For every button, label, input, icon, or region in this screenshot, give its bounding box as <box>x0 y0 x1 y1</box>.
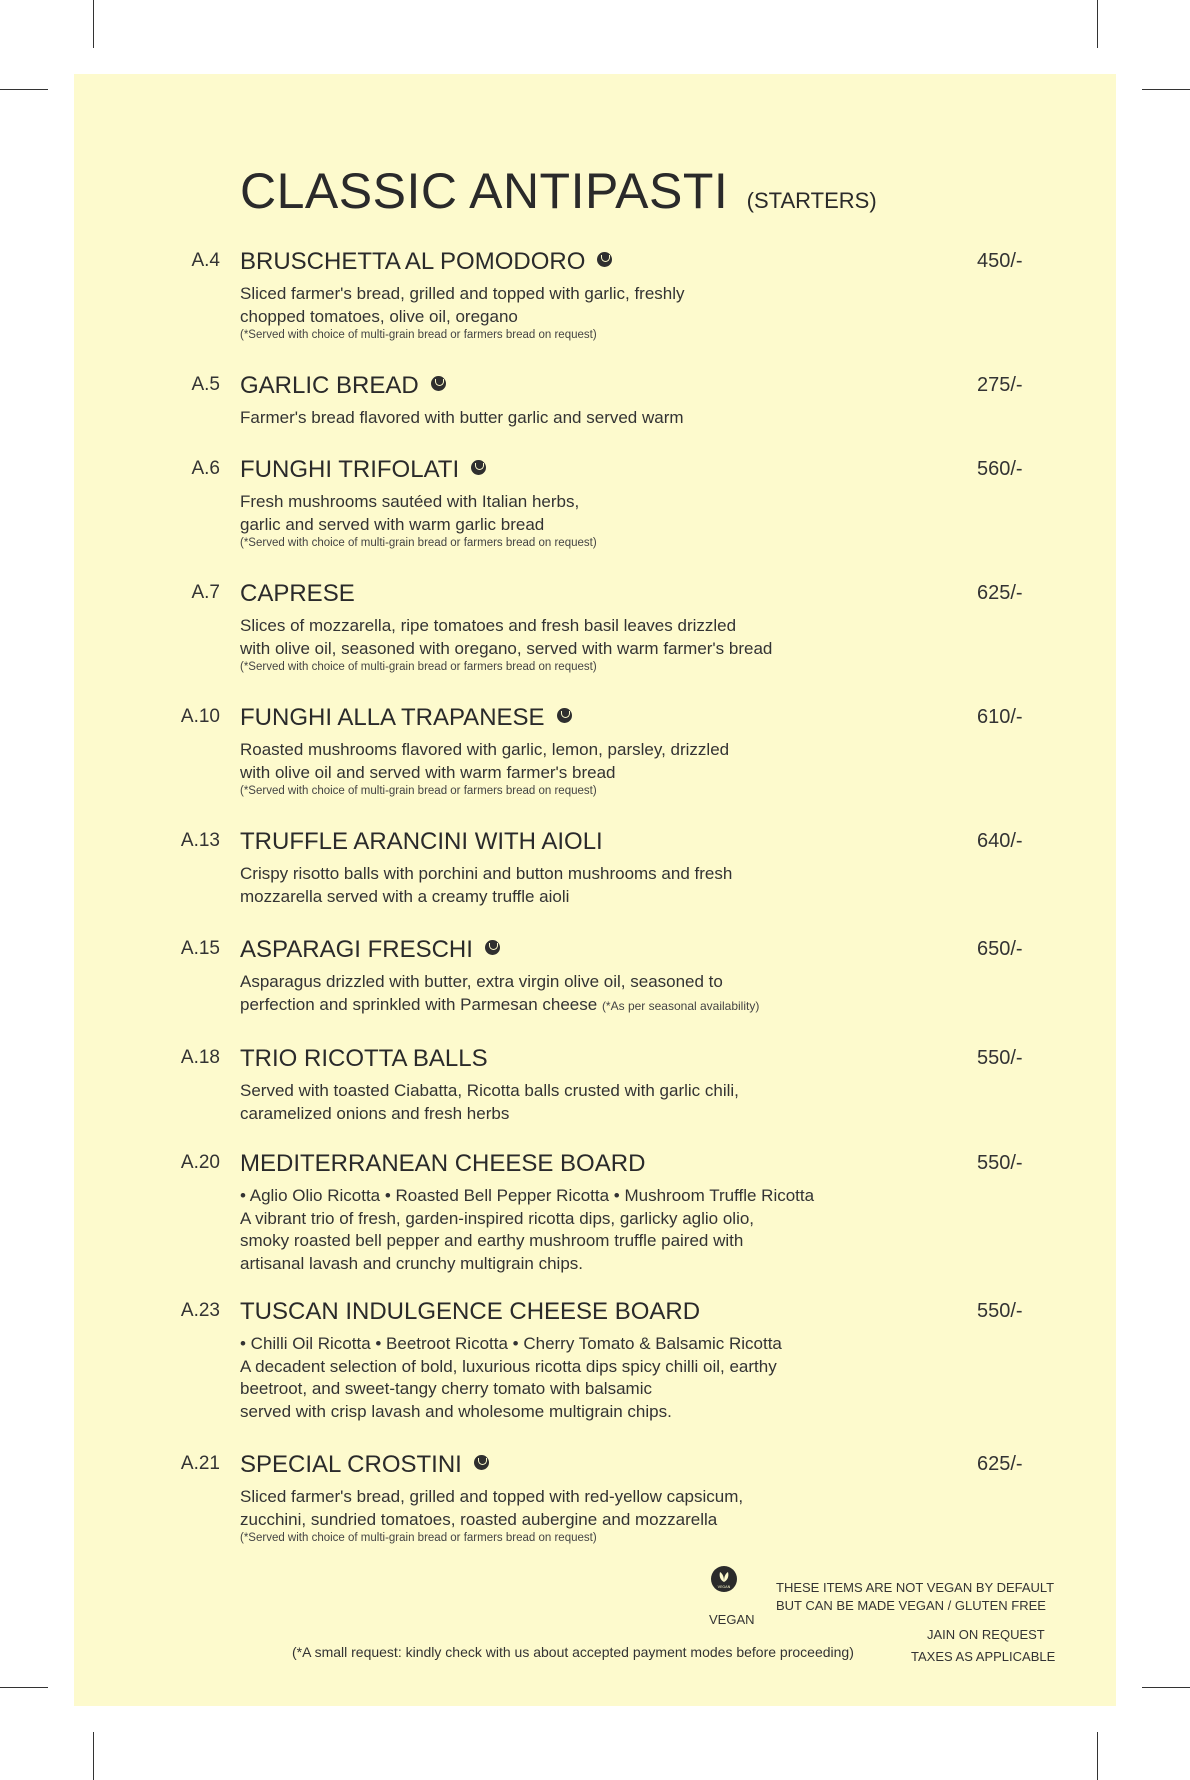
item-name: TRUFFLE ARANCINI WITH AIOLI <box>240 828 603 855</box>
item-bread-note: (*Served with choice of multi-grain bread or farmers bread on request) <box>240 329 597 341</box>
item-code: A.10 <box>180 706 220 727</box>
item-description-text: zucchini, sundried tomatoes, roasted aubergine and mozzarella <box>240 1509 718 1529</box>
item-description-text: with olive oil, seasoned with oregano, served with warm farmer's bread <box>240 638 773 658</box>
item-code: A.5 <box>191 374 220 395</box>
item-description-line <box>240 1356 860 1379</box>
item-description-text: • Aglio Olio Ricotta • Roasted Bell Pepper Ricotta • Mushroom Truffle Ricotta <box>240 1186 815 1205</box>
item-description-text: Sliced farmer's bread, grilled and topped with red-yellow capsicum, <box>240 1487 744 1506</box>
item-bread-note: (*Served with choice of multi-grain bread or farmers bread on request) <box>240 785 597 797</box>
item-code: A.20 <box>180 1152 220 1173</box>
item-description-line <box>240 1333 860 1356</box>
menu-title <box>240 162 877 220</box>
item-description-line <box>240 971 860 994</box>
item-description <box>240 863 860 908</box>
item-name-row <box>240 372 446 400</box>
item-description-line <box>240 306 860 329</box>
item-description-line <box>240 407 860 430</box>
item-name-row <box>240 1298 700 1326</box>
item-description-line <box>240 638 860 661</box>
item-description-text: Slices of mozzarella, ripe tomatoes and fresh basil leaves drizzled <box>240 616 737 635</box>
item-description-text: beetroot, and sweet-tangy cherry tomato with balsamic <box>240 1379 652 1398</box>
item-price: 650/- <box>977 938 1023 960</box>
item-description-text: garlic and served with warm garlic bread <box>240 514 545 534</box>
item-name-row <box>240 1045 488 1073</box>
item-description-text: • Chilli Oil Ricotta • Beetroot Ricotta • Cherry Tomato & Balsamic Ricotta <box>240 1334 782 1353</box>
item-description-text: artisanal lavash and crunchy multigrain chips. <box>240 1253 584 1273</box>
item-description-text: A vibrant trio of fresh, garden-inspired ricotta dips, garlicky aglio olio, <box>240 1208 755 1228</box>
item-description-text: served with crisp lavash and wholesome multigrain chips. <box>240 1401 672 1421</box>
item-description-text: chopped tomatoes, olive oil, oregano <box>240 306 518 326</box>
vegan-leaf-icon <box>431 376 446 391</box>
menu-title-text: CLASSIC ANTIPASTI <box>240 163 729 219</box>
item-code: A.18 <box>180 1047 220 1068</box>
crop-mark <box>1142 1687 1190 1688</box>
item-description <box>240 1080 860 1125</box>
item-code: A.6 <box>191 458 220 479</box>
item-description-text: caramelized onions and fresh herbs <box>240 1103 510 1123</box>
item-code: A.7 <box>191 582 220 603</box>
item-description <box>240 1486 860 1545</box>
item-price: 560/- <box>977 458 1023 480</box>
crop-mark <box>1142 89 1190 90</box>
item-description-line <box>240 762 860 785</box>
item-name-row <box>240 1451 489 1479</box>
item-description-line <box>240 1401 860 1424</box>
item-price: 275/- <box>977 374 1023 396</box>
item-price: 625/- <box>977 1453 1023 1475</box>
item-description-text: with olive oil and served with warm farmer's bread <box>240 762 616 782</box>
item-description-line <box>240 1378 860 1401</box>
item-name: TUSCAN INDULGENCE CHEESE BOARD <box>240 1298 701 1325</box>
taxes-note: TAXES AS APPLICABLE <box>911 1649 1056 1664</box>
vegan-leaf-icon <box>474 1455 489 1470</box>
item-description-text: Served with toasted Ciabatta, Ricotta balls crusted with garlic chili, <box>240 1081 739 1100</box>
item-price: 550/- <box>977 1300 1023 1322</box>
crop-mark <box>93 1732 94 1780</box>
item-description-line <box>240 886 860 909</box>
item-availability-note: (*As per seasonal availability) <box>601 998 760 1013</box>
not-vegan-note-line2: BUT CAN BE MADE VEGAN / GLUTEN FREE <box>776 1598 1046 1613</box>
item-description <box>240 491 860 550</box>
item-description-line <box>240 615 860 638</box>
item-name: CAPRESE <box>240 580 355 607</box>
item-name-row <box>240 456 486 484</box>
item-name-row <box>240 828 603 856</box>
item-description-line <box>240 514 860 537</box>
crop-mark <box>93 0 94 48</box>
item-code: A.13 <box>180 830 220 851</box>
item-description-text: mozzarella served with a creamy truffle aioli <box>240 886 570 906</box>
item-name: MEDITERRANEAN CHEESE BOARD <box>240 1150 646 1177</box>
item-name: TRIO RICOTTA BALLS <box>240 1045 488 1072</box>
item-description-line <box>240 1080 860 1103</box>
item-code: A.21 <box>180 1453 220 1474</box>
vegan-leaf-icon <box>485 940 500 955</box>
item-name: FUNGHI TRIFOLATI <box>240 456 460 483</box>
item-description <box>240 971 860 1017</box>
crop-mark <box>0 89 48 90</box>
item-description-text: Farmer's bread flavored with butter garlic and served warm <box>240 408 684 427</box>
item-bread-note: (*Served with choice of multi-grain bread or farmers bread on request) <box>240 537 597 549</box>
item-price: 550/- <box>977 1152 1023 1174</box>
item-price: 610/- <box>977 706 1023 728</box>
item-name: FUNGHI ALLA TRAPANESE <box>240 704 545 731</box>
vegan-badge-text: VEGAN <box>717 1585 731 1589</box>
item-code: A.23 <box>180 1300 220 1321</box>
item-name-row <box>240 1150 645 1178</box>
item-description-line <box>240 994 860 1018</box>
item-description-text: perfection and sprinkled with Parmesan cheese <box>240 994 598 1014</box>
item-description-line <box>240 1230 860 1253</box>
item-description-line <box>240 1509 860 1532</box>
item-description-text: Sliced farmer's bread, grilled and topped with garlic, freshly <box>240 284 685 303</box>
item-price: 550/- <box>977 1047 1023 1069</box>
item-description-text: Fresh mushrooms sautéed with Italian herbs, <box>240 492 580 511</box>
payment-request-note: (*A small request: kindly check with us about accepted payment modes before proceeding) <box>292 1644 854 1660</box>
crop-mark <box>1097 0 1098 48</box>
item-description <box>240 739 860 798</box>
item-bread-note: (*Served with choice of multi-grain bread or farmers bread on request) <box>240 661 597 673</box>
item-description-line <box>240 1486 860 1509</box>
menu-subtitle: (STARTERS) <box>746 188 877 213</box>
item-description <box>240 615 860 674</box>
item-name: ASPARAGI FRESCHI <box>240 936 473 963</box>
item-description-line <box>240 1185 860 1208</box>
item-name: SPECIAL CROSTINI <box>240 1451 462 1478</box>
item-description-line <box>240 491 860 514</box>
item-name-row <box>240 580 355 608</box>
jain-note: JAIN ON REQUEST <box>927 1627 1045 1642</box>
item-description-text: A decadent selection of bold, luxurious ricotta dips spicy chilli oil, earthy <box>240 1356 777 1376</box>
item-name-row <box>240 936 500 964</box>
vegan-leaf-icon <box>557 708 572 723</box>
item-description-text: Crispy risotto balls with porchini and button mushrooms and fresh <box>240 864 733 883</box>
crop-mark <box>1097 1732 1098 1780</box>
crop-mark <box>0 1687 48 1688</box>
item-bread-note: (*Served with choice of multi-grain bread or farmers bread on request) <box>240 1532 597 1544</box>
item-price: 450/- <box>977 250 1023 272</box>
item-code: A.4 <box>191 250 220 271</box>
item-name: BRUSCHETTA AL POMODORO <box>240 248 586 275</box>
item-description-line <box>240 739 860 762</box>
vegan-leaf-icon <box>471 460 486 475</box>
item-description-line <box>240 1103 860 1126</box>
not-vegan-note-line1: THESE ITEMS ARE NOT VEGAN BY DEFAULT <box>776 1580 1055 1595</box>
item-price: 625/- <box>977 582 1023 604</box>
vegan-badge-icon <box>711 1566 737 1592</box>
item-description <box>240 1333 860 1423</box>
item-description <box>240 1185 860 1275</box>
vegan-label: VEGAN <box>709 1612 755 1627</box>
item-code: A.15 <box>180 938 220 959</box>
item-description-line <box>240 1208 860 1231</box>
item-name-row <box>240 704 572 732</box>
vegan-leaf-icon <box>597 252 612 267</box>
item-price: 640/- <box>977 830 1023 852</box>
item-description-line <box>240 863 860 886</box>
item-description-line <box>240 1253 860 1276</box>
item-description-text: Asparagus drizzled with butter, extra virgin olive oil, seasoned to <box>240 972 723 991</box>
item-description-line <box>240 283 860 306</box>
item-description <box>240 407 860 430</box>
item-description <box>240 283 860 342</box>
item-name-row <box>240 248 612 276</box>
item-description-text: Roasted mushrooms flavored with garlic, lemon, parsley, drizzled <box>240 740 730 759</box>
item-description-text: smoky roasted bell pepper and earthy mushroom truffle paired with <box>240 1231 744 1250</box>
item-name: GARLIC BREAD <box>240 372 419 399</box>
